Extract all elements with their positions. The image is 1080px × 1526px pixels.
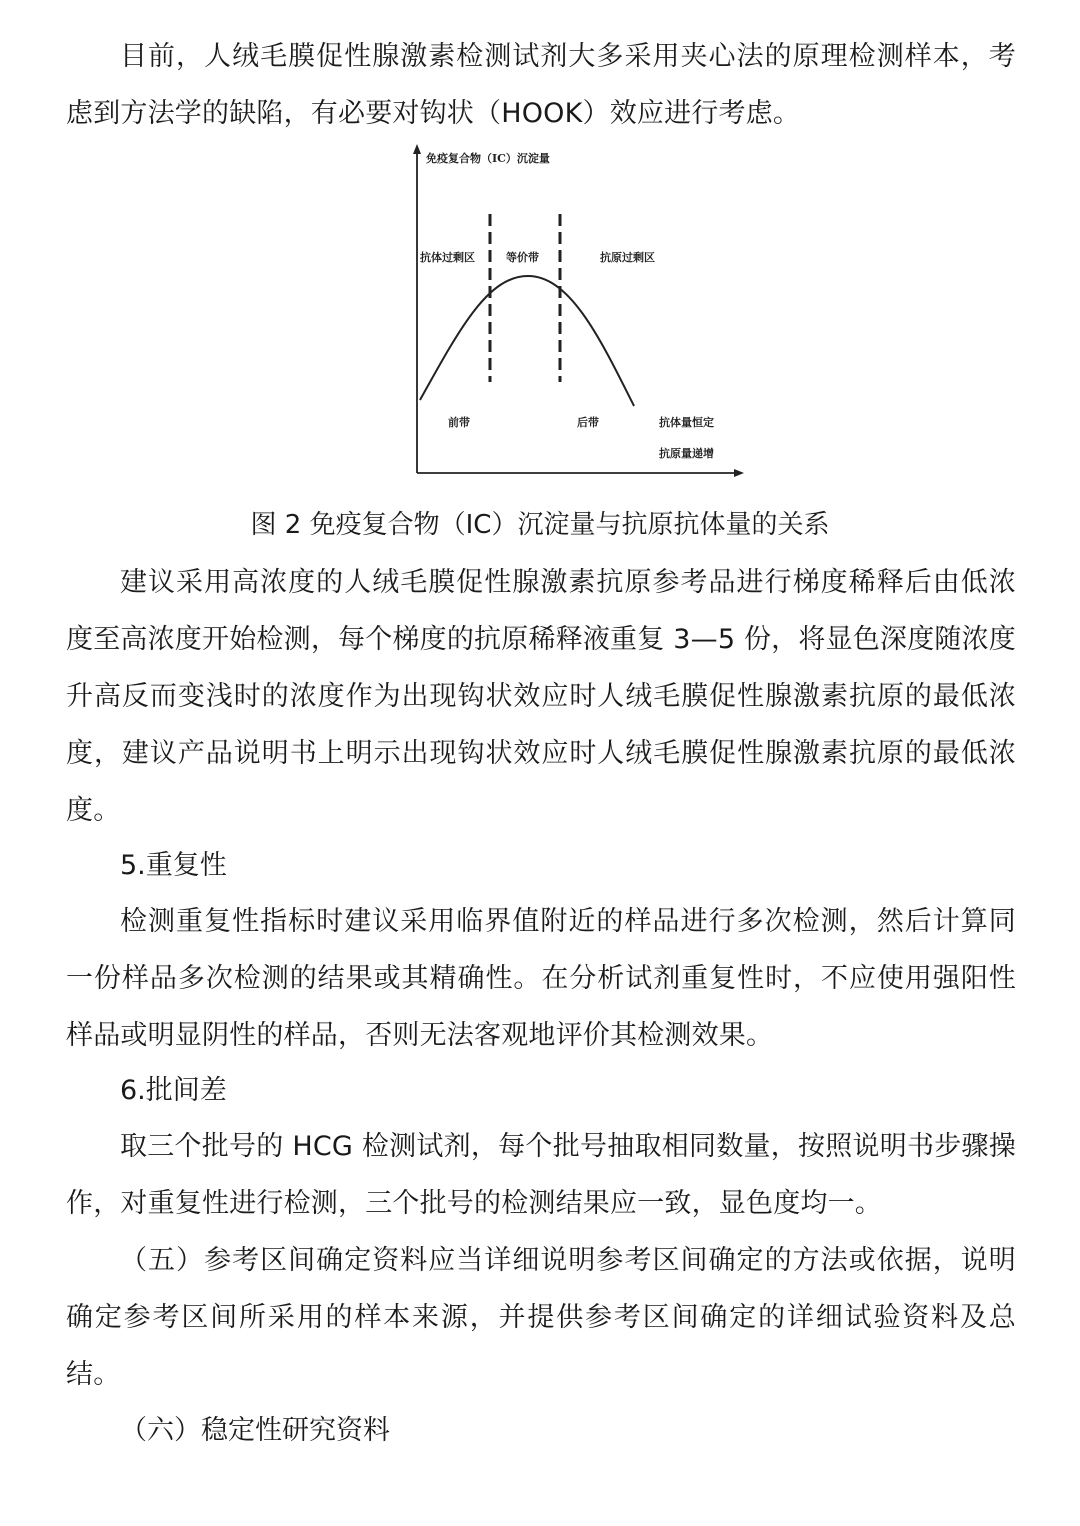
- hook-effect-figure: [400, 138, 750, 488]
- y-axis-label: 免疫复合物（IC）沉淀量: [426, 152, 550, 165]
- x-label-antigen: 抗原量递增: [659, 447, 714, 460]
- section-heading-stability: （六）稳定性研究资料: [120, 1415, 390, 1446]
- x-label-antibody: 抗体量恒定: [659, 416, 714, 429]
- section-heading-batch: 6.批间差: [120, 1075, 227, 1106]
- paragraph-reference-interval: （五）参考区间确定资料应当详细说明参考区间确定的方法或依据，说明确定参考区间所采用的样本来源，并提供参考区间确定的详细试验资料及总结。: [66, 1245, 1016, 1390]
- y-axis-arrow: [413, 144, 421, 154]
- zone-equivalence-label: 等价带: [506, 251, 539, 264]
- paragraph-intro: 目前，人绒毛膜促性腺激素检测试剂大多采用夹心法的原理检测样本，考虑到方法学的缺陷，有必要对钩状（HOOK）效应进行考虑。: [66, 41, 1016, 129]
- zone-antigen-excess-label: 抗原过剩区: [600, 251, 655, 264]
- x-axis-arrow: [734, 469, 744, 477]
- zone-antibody-excess-label: 抗体过剩区: [420, 251, 475, 264]
- precipitation-curve: [420, 276, 634, 406]
- paragraph-repeatability: 检测重复性指标时建议采用临界值附近的样品进行多次检测，然后计算同一份样品多次检测的结果或其精确性。在分析试剂重复性时，不应使用强阳性样品或明显阴性的样品，否则无法客观地评价其检测效果。: [66, 906, 1016, 1051]
- figure-caption: 图 2 免疫复合物（IC）沉淀量与抗原抗体量的关系: [250, 510, 830, 540]
- section-heading-repeatability: 5.重复性: [120, 850, 227, 881]
- postzone-label: 后带: [577, 416, 599, 429]
- prozone-label: 前带: [448, 416, 470, 429]
- paragraph-batch: 取三个批号的 HCG 检测试剂，每个批号抽取相同数量，按照说明书步骤操作，对重复性进行检测，三个批号的检测结果应一致，显色度均一。: [66, 1131, 1016, 1219]
- paragraph-hook-recommendation: 建议采用高浓度的人绒毛膜促性腺激素抗原参考品进行梯度稀释后由低浓度至高浓度开始检测，每个梯度的抗原稀释液重复 3—5 份，将显色深度随浓度升高反而变浅时的浓度作为出现钩状效应时人绒毛膜促性腺激素抗原的最低浓度，建议产品说明书上明示出现钩状效应时人绒毛膜促性腺激素抗原的最低浓度。: [66, 567, 1016, 826]
